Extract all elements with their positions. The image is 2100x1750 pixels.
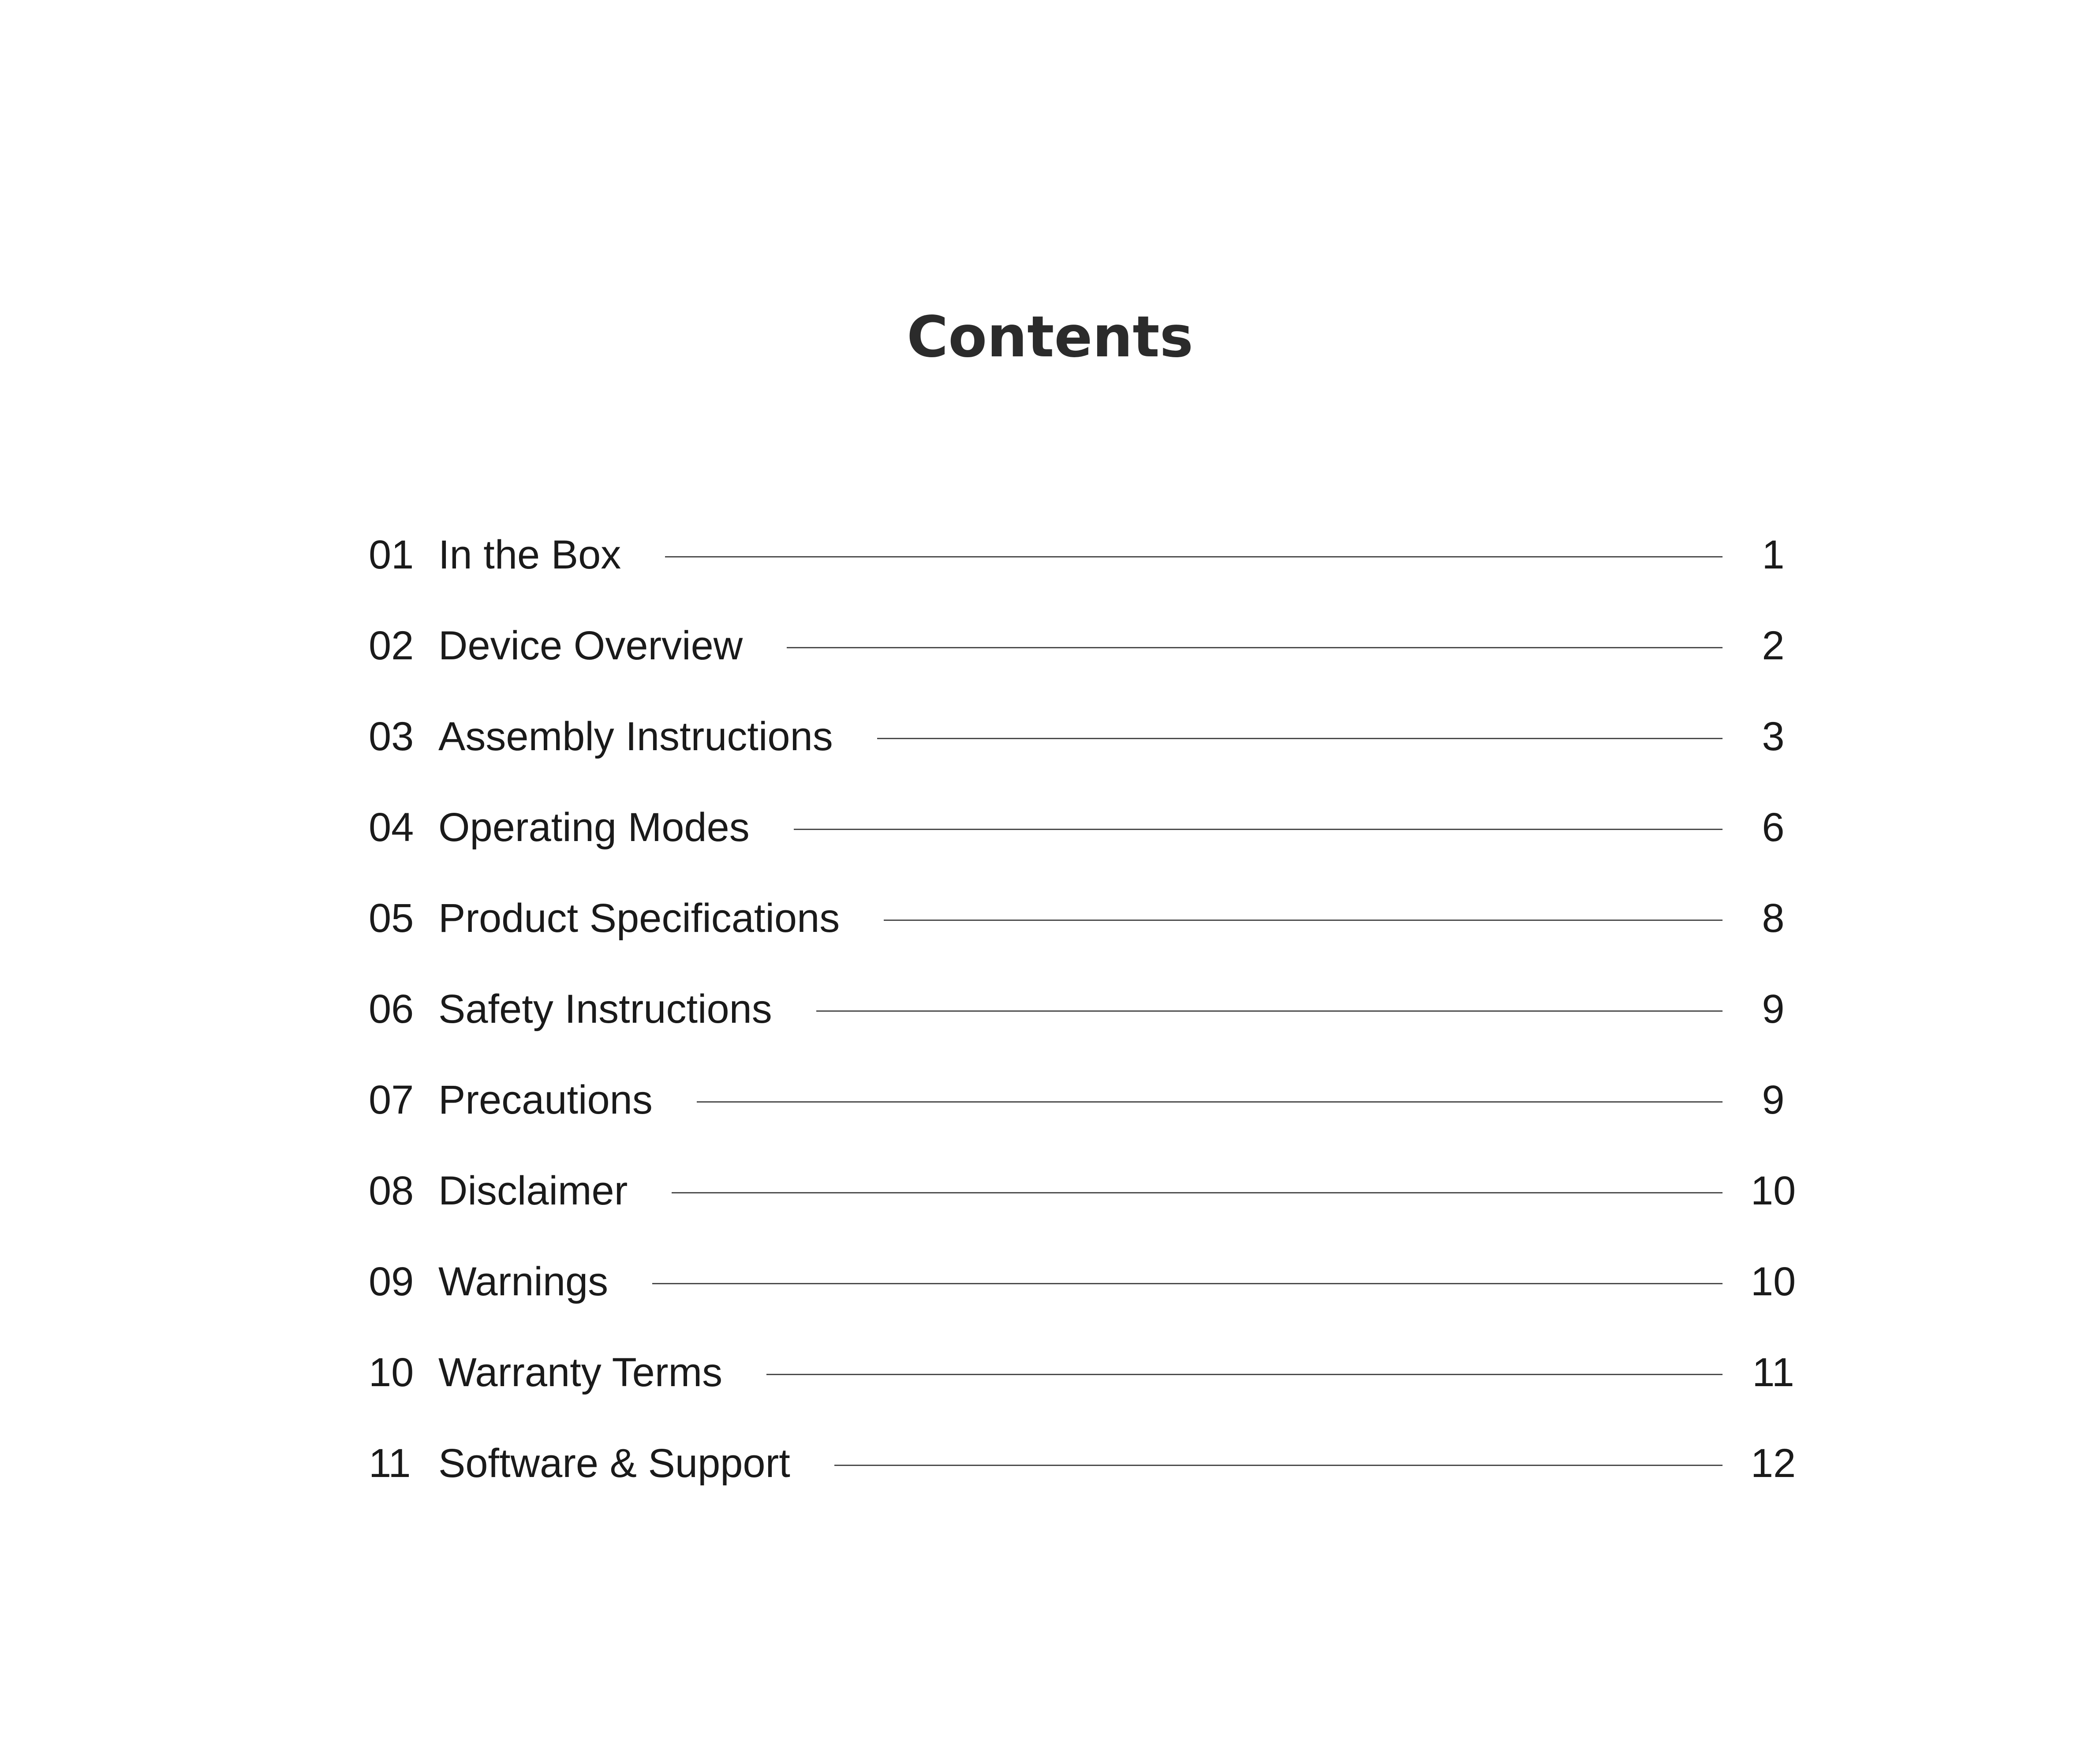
toc-entry-in-the-box[interactable] — [369, 509, 1797, 600]
toc-entry-number: 10 — [369, 1350, 414, 1395]
toc-entry-warranty-terms[interactable] — [369, 1327, 1797, 1418]
toc-leader-line — [877, 738, 1723, 739]
toc-leader-line — [766, 1374, 1723, 1375]
toc-entry-device-overview[interactable] — [369, 600, 1797, 691]
table-of-contents — [369, 509, 1797, 1509]
toc-entry-label: Device Overview — [438, 623, 743, 668]
toc-entry-page: 6 — [1762, 804, 1785, 850]
toc-entry-precautions[interactable] — [369, 1054, 1797, 1145]
toc-leader-line — [665, 556, 1723, 557]
toc-entry-number: 11 — [369, 1440, 411, 1486]
toc-entry-page: 9 — [1762, 1077, 1785, 1122]
toc-leader-line — [787, 647, 1723, 648]
toc-leader-line — [697, 1101, 1723, 1103]
toc-entry-page: 10 — [1750, 1168, 1796, 1213]
toc-entry-label: Warnings — [438, 1259, 609, 1304]
toc-entry-warnings[interactable] — [369, 1236, 1797, 1327]
toc-entry-page: 9 — [1762, 986, 1785, 1032]
toc-leader-line — [672, 1192, 1723, 1193]
toc-entry-software-support[interactable] — [369, 1418, 1797, 1509]
toc-entry-page: 8 — [1762, 895, 1785, 941]
toc-entry-page: 2 — [1762, 623, 1785, 668]
toc-entry-number: 04 — [369, 804, 414, 850]
toc-entry-number: 08 — [369, 1168, 414, 1213]
toc-entry-page: 10 — [1750, 1259, 1796, 1304]
toc-entry-label: Warranty Terms — [438, 1350, 723, 1395]
toc-entry-label: In the Box — [438, 532, 621, 577]
toc-entry-assembly-instructions[interactable] — [369, 691, 1797, 782]
toc-entry-page: 12 — [1750, 1440, 1796, 1486]
toc-entry-product-specifications[interactable] — [369, 873, 1797, 964]
toc-entry-page: 3 — [1762, 714, 1785, 759]
toc-entry-label: Assembly Instructions — [438, 714, 833, 759]
toc-entry-number: 01 — [369, 532, 414, 577]
toc-entry-page: 1 — [1762, 532, 1785, 577]
toc-leader-line — [884, 920, 1723, 921]
toc-entry-label: Product Specifications — [438, 895, 840, 941]
toc-entry-number: 02 — [369, 623, 414, 668]
toc-entry-disclaimer[interactable] — [369, 1145, 1797, 1236]
toc-entry-page: 11 — [1752, 1350, 1794, 1395]
toc-entry-number: 03 — [369, 714, 414, 759]
toc-leader-line — [794, 829, 1723, 830]
toc-leader-line — [834, 1465, 1723, 1466]
toc-entry-label: Disclaimer — [438, 1168, 628, 1213]
toc-entry-label: Safety Instructions — [438, 986, 772, 1032]
toc-leader-line — [816, 1010, 1723, 1012]
toc-entry-label: Precautions — [438, 1077, 653, 1122]
toc-entry-number: 06 — [369, 986, 414, 1032]
toc-entry-number: 07 — [369, 1077, 414, 1122]
toc-entry-safety-instructions[interactable] — [369, 964, 1797, 1054]
page-title: Contents — [907, 304, 1193, 370]
toc-entry-number: 09 — [369, 1259, 414, 1304]
toc-entry-label: Operating Modes — [438, 804, 750, 850]
toc-entry-number: 05 — [369, 895, 414, 941]
toc-entry-label: Software & Support — [438, 1440, 790, 1486]
toc-leader-line — [652, 1283, 1723, 1284]
toc-entry-operating-modes[interactable] — [369, 782, 1797, 873]
